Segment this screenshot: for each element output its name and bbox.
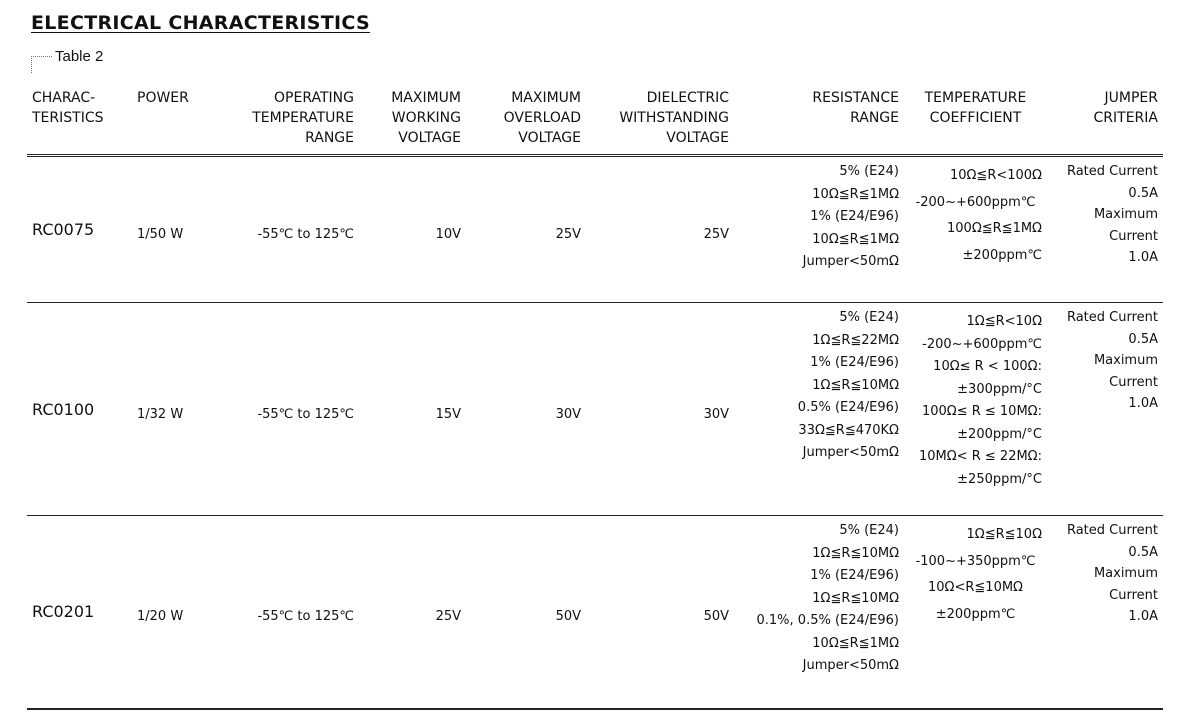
jumper-line: 1.0A <box>1128 250 1158 265</box>
header-jumper-criteria: JUMPER CRITERIA <box>1047 88 1163 156</box>
operating-temperature-cell: -55℃ to 125℃ <box>217 303 359 516</box>
resistance-line: 5% (E24) <box>839 310 899 325</box>
resistance-line: 1Ω≦R≦10MΩ <box>812 377 899 393</box>
tcr-line: -200~+600ppm℃ <box>922 336 1042 352</box>
max-overload-voltage-cell: 25V <box>466 156 586 303</box>
tcr-line: 1Ω≦R<10Ω <box>966 314 1042 329</box>
dielectric-voltage-cell: 25V <box>586 156 734 303</box>
header-dielectric-withstanding-voltage: DIELECTRIC WITHSTANDING VOLTAGE <box>586 88 734 156</box>
tcr-line: ±300ppm/°C <box>957 381 1042 397</box>
jumper-line: 0.5A <box>1128 544 1158 560</box>
dielectric-voltage-cell: 30V <box>586 303 734 516</box>
power-cell: 1/50 W <box>132 156 217 303</box>
resistance-range-cell <box>734 303 904 516</box>
row-label: RC0075 <box>27 156 132 303</box>
tcr-line: ±200ppm℃ <box>962 247 1042 263</box>
jumper-line: Current <box>1109 587 1158 603</box>
resistance-line: 5% (E24) <box>839 523 899 538</box>
resistance-line: 1% (E24/E96) <box>810 568 899 583</box>
tcr-line: -100~+350ppm℃ <box>915 553 1036 569</box>
jumper-line: 0.5A <box>1128 185 1158 201</box>
section-title: ELECTRICAL CHARACTERISTICS <box>31 12 371 34</box>
table-row <box>27 516 1163 709</box>
max-working-voltage-cell: 15V <box>359 303 466 516</box>
resistance-line: 0.1%, 0.5% (E24/E96) <box>756 613 899 628</box>
resistance-range-cell <box>734 156 904 303</box>
header-operating-temperature-range: OPERATING TEMPERATURE RANGE <box>217 88 359 156</box>
power-cell: 1/20 W <box>132 516 217 709</box>
jumper-line: Current <box>1109 374 1158 390</box>
jumper-criteria-cell <box>1047 516 1163 709</box>
resistance-line: 1Ω≦R≦22MΩ <box>812 332 899 348</box>
resistance-line: 1% (E24/E96) <box>810 355 899 370</box>
jumper-line: Maximum <box>1093 353 1158 368</box>
tcr-line: 100Ω≦R≦1MΩ <box>947 221 1042 236</box>
jumper-criteria-cell <box>1047 303 1163 516</box>
operating-temperature-cell: -55℃ to 125℃ <box>217 516 359 709</box>
jumper-line: 1.0A <box>1128 396 1158 411</box>
jumper-criteria-cell <box>1047 156 1163 303</box>
resistance-line: 10Ω≦R≦1MΩ <box>812 186 899 202</box>
row-label: RC0201 <box>27 516 132 709</box>
operating-temperature-cell: -55℃ to 125℃ <box>217 156 359 303</box>
resistance-range-cell <box>734 516 904 709</box>
header-temperature-coefficient: TEMPERATURE COEFFICIENT <box>904 88 1047 156</box>
max-working-voltage-cell: 10V <box>359 156 466 303</box>
tcr-line: 10Ω<R≦10MΩ <box>928 580 1023 595</box>
table-row <box>27 303 1163 516</box>
tcr-line: 10MΩ< R ≤ 22MΩ: <box>919 449 1042 464</box>
jumper-line: Maximum <box>1093 207 1158 222</box>
temperature-coefficient-cell <box>904 156 1047 303</box>
caption-bracket <box>31 56 52 73</box>
resistance-line: 5% (E24) <box>839 164 899 179</box>
temperature-coefficient-cell <box>904 516 1047 709</box>
header-row <box>27 88 1163 156</box>
max-overload-voltage-cell: 30V <box>466 303 586 516</box>
resistance-line: 10Ω≦R≦1MΩ <box>812 231 899 247</box>
jumper-line: Maximum <box>1093 566 1158 581</box>
header-characteristics: CHARAC- TERISTICS <box>27 88 132 156</box>
resistance-line: 10Ω≦R≦1MΩ <box>812 635 899 651</box>
resistance-line: Jumper<50mΩ <box>802 254 899 269</box>
tcr-line: 10Ω≤ R < 100Ω: <box>933 359 1042 374</box>
jumper-line: Current <box>1109 228 1158 244</box>
resistance-line: 1% (E24/E96) <box>810 209 899 224</box>
row-label: RC0100 <box>27 303 132 516</box>
tcr-line: ±200ppm/°C <box>957 426 1042 442</box>
resistance-line: 1Ω≦R≦10MΩ <box>812 590 899 606</box>
temperature-coefficient-cell <box>904 303 1047 516</box>
table-row <box>27 156 1163 303</box>
tcr-line: 100Ω≤ R ≤ 10MΩ: <box>921 404 1042 419</box>
jumper-line: Rated Current <box>1066 164 1158 179</box>
dielectric-voltage-cell: 50V <box>586 516 734 709</box>
jumper-line: Rated Current <box>1066 310 1158 325</box>
max-overload-voltage-cell: 50V <box>466 516 586 709</box>
electrical-characteristics-table <box>27 88 1163 710</box>
tcr-line: ±200ppm℃ <box>935 606 1016 622</box>
power-cell: 1/32 W <box>132 303 217 516</box>
tcr-line: 1Ω≦R≦10Ω <box>966 527 1042 542</box>
resistance-line: 1Ω≦R≦10MΩ <box>812 545 899 561</box>
resistance-line: 0.5% (E24/E96) <box>797 400 899 415</box>
jumper-line: 1.0A <box>1128 609 1158 624</box>
resistance-line: Jumper<50mΩ <box>802 658 899 673</box>
header-power: POWER <box>132 88 217 156</box>
tcr-line: ±250ppm/°C <box>957 471 1042 487</box>
tcr-line: 10Ω≦R<100Ω <box>949 168 1042 183</box>
header-maximum-working-voltage: MAXIMUM WORKING VOLTAGE <box>359 88 466 156</box>
jumper-line: 0.5A <box>1128 331 1158 347</box>
table-caption-label: Table 2 <box>55 48 104 65</box>
header-resistance-range: RESISTANCE RANGE <box>734 88 904 156</box>
jumper-line: Rated Current <box>1066 523 1158 538</box>
resistance-line: 33Ω≦R≦470KΩ <box>798 422 899 438</box>
header-maximum-overload-voltage: MAXIMUM OVERLOAD VOLTAGE <box>466 88 586 156</box>
tcr-line: -200~+600ppm℃ <box>915 194 1036 210</box>
resistance-line: Jumper<50mΩ <box>802 445 899 460</box>
max-working-voltage-cell: 25V <box>359 516 466 709</box>
